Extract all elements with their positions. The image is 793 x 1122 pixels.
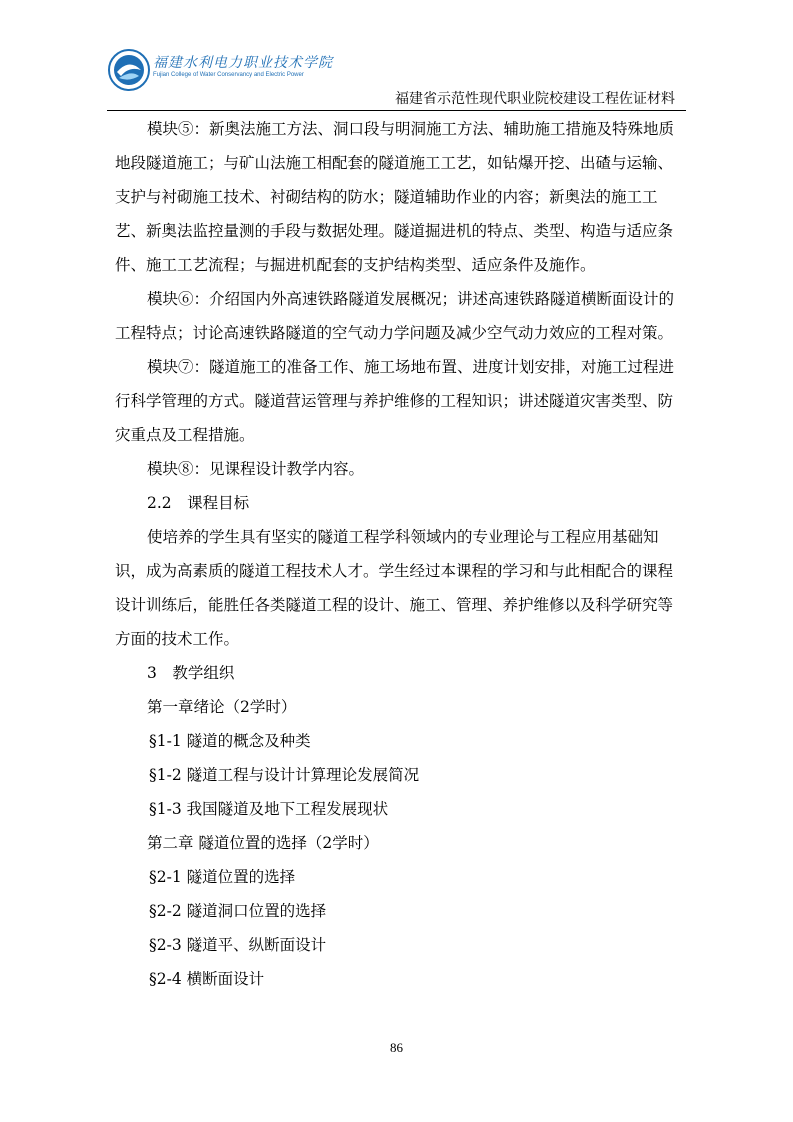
college-emblem-icon [107,48,151,92]
paragraph-course-goal: 使培养的学生具有坚实的隧道工程学科领域内的专业理论与工程应用基础知识，成为高素质的隧道工程技术人才。学生经过本课程的学习和与此相配合的课程设计训练后，能胜任各类隧道工程的设计、施工、管理、养护维修以及科学研究等方面的技术工作。 [115,528,674,648]
chapter-2-item: §2-2 隧道洞口位置的选择 [149,902,327,920]
body-content [115,112,681,996]
logo-english-name: Fujian College of Water Conservancy and Electric Power [153,72,304,78]
chapter-2-item: §2-1 隧道位置的选择 [149,868,296,886]
chapter-1-item: §1-2 隧道工程与设计计算理论发展简况 [149,766,420,784]
logo-chinese-name: 福建水利电力职业技术学院 [153,55,333,71]
page-number: 86 [390,1040,403,1055]
college-logo [107,48,333,92]
section-heading-3: 3 教学组织 [147,664,235,682]
section-heading-2-2: 2.2 课程目标 [147,494,250,512]
chapter-1-item: §1-3 我国隧道及地下工程发展现状 [149,800,389,818]
chapter-2-item: §2-3 隧道平、纵断面设计 [149,936,327,954]
chapter-2-title: 第二章 隧道位置的选择（2学时） [147,834,379,852]
chapter-2-item: §2-4 横断面设计 [149,970,265,988]
paragraph-module-7: 模块⑦：隧道施工的准备工作、施工场地布置、进度计划安排，对施工过程进行科学管理的方式。隧道营运管理与养护维修的工程知识；讲述隧道灾害类型、防灾重点及工程措施。 [115,358,675,444]
header-title: 福建省示范性现代职业院校建设工程佐证材料 [395,91,675,107]
chapter-1-title: 第一章绪论（2学时） [147,698,297,716]
paragraph-module-6: 模块⑥：介绍国内外高速铁路隧道发展概况；讲述高速铁路隧道横断面设计的工程特点；讨论高速铁路隧道的空气动力学问题及减少空气动力效应的工程对策。 [115,290,675,342]
header-rule [107,110,686,111]
chapter-1-item: §1-1 隧道的概念及种类 [149,732,311,750]
paragraph-module-5: 模块⑤：新奥法施工方法、洞口段与明洞施工方法、辅助施工措施及特殊地质地段隧道施工；与矿山法施工相配套的隧道施工工艺，如钻爆开挖、出碴与运输、支护与衬砌施工技术、衬砌结构的防水；隧道辅助作业的内容；新奥法的施工工艺、新奥法监控量测的手段与数据处理。隧道掘进机的特点、类型、构造与适应条件、施工工艺流程；与掘进机配套的支护结构类型、适应条件及施作。 [115,120,675,274]
paragraph-module-8: 模块⑧：见课程设计教学内容。 [147,460,365,478]
